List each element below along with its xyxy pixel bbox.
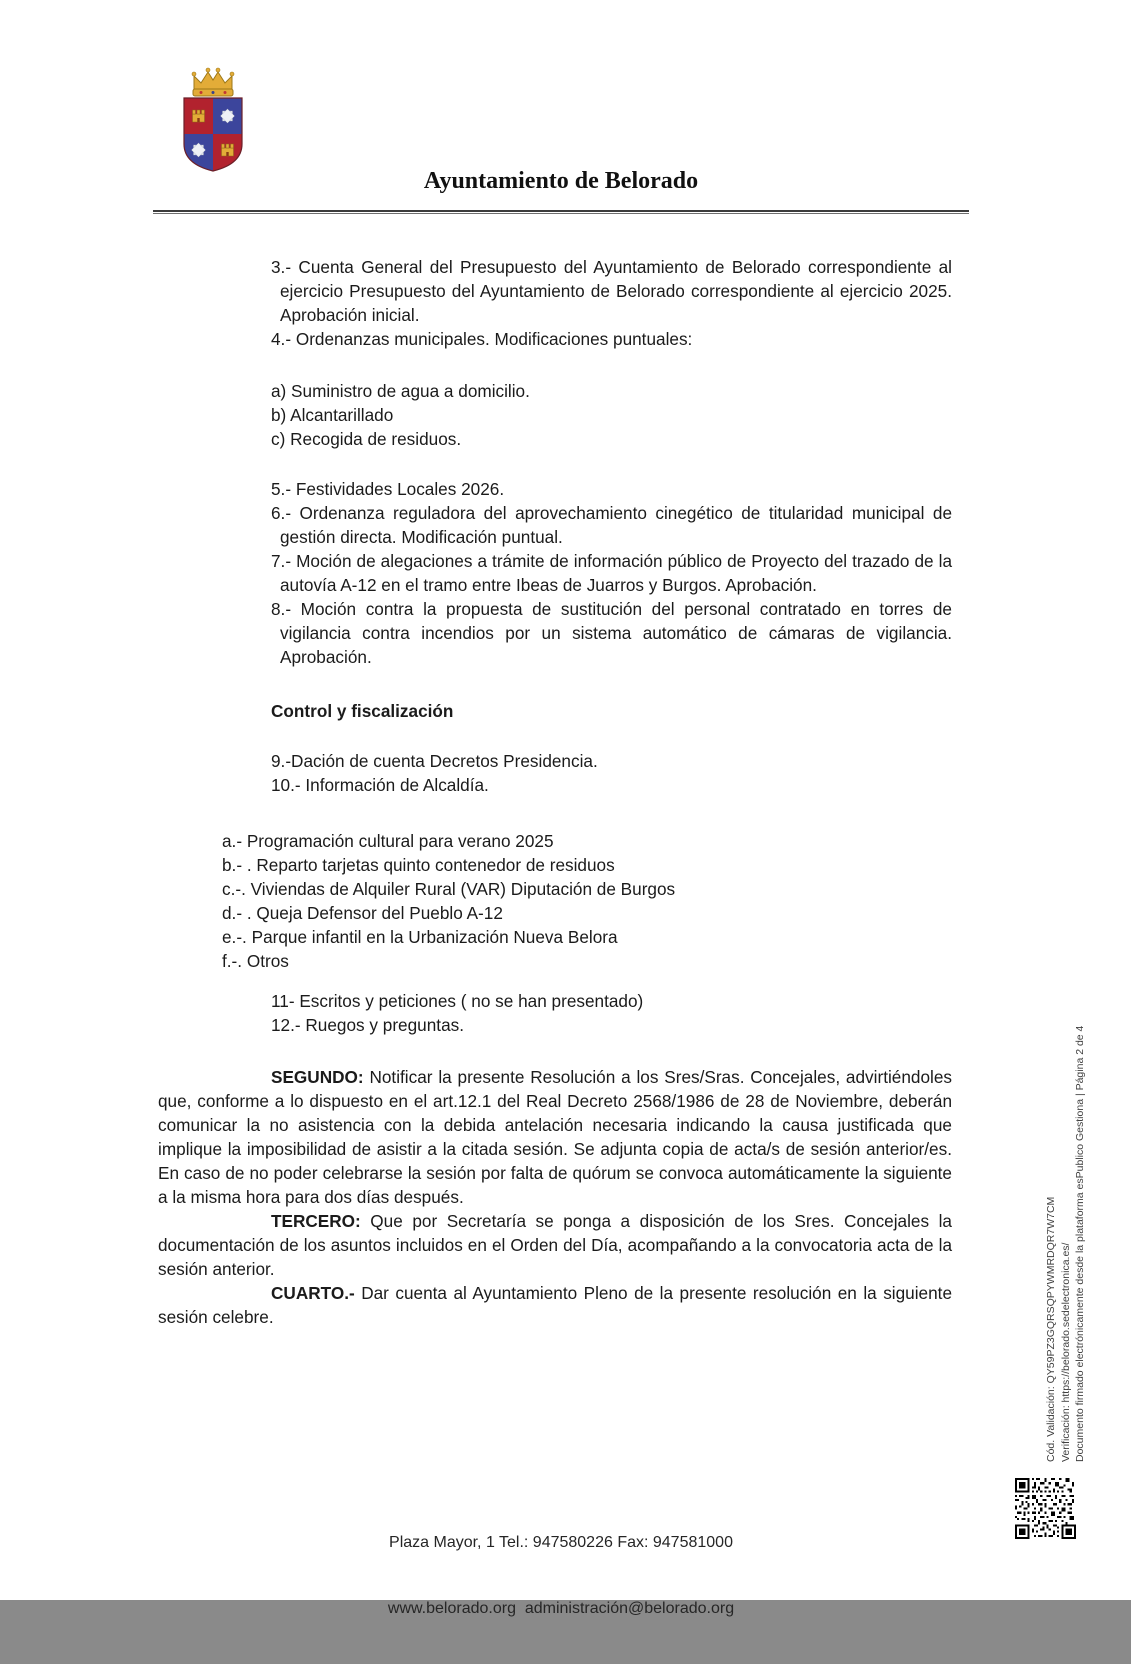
agenda-items-3-4	[158, 255, 952, 351]
agenda-item: 11- Escritos y peticiones ( no se han presentado)	[271, 991, 644, 1011]
footer-web-line: www.belorado.org administración@belorado.org	[387, 1600, 735, 1617]
paragraph-tercero-label: TERCERO:	[271, 1211, 361, 1231]
agenda-letter-item: f.-. Otros	[222, 951, 289, 971]
agenda-sub-item: a) Suministro de agua a domicilio.	[271, 381, 530, 401]
validation-sidebar-line: Verificación: https://belorado.sedelectronica.es/	[1059, 1242, 1072, 1462]
page-footer	[153, 1488, 969, 1664]
agenda-sub-item: b) Alcantarillado	[271, 405, 394, 425]
agenda-item: 5.- Festividades Locales 2026.	[271, 479, 505, 499]
agenda-item: 12.- Ruegos y preguntas.	[271, 1015, 464, 1035]
agenda-items-5-8	[158, 477, 952, 669]
validation-sidebar-line: Documento firmado electrónicamente desde la plataforma esPublico Gestiona | Página 2 de 4	[1074, 1025, 1086, 1462]
paragraph-segundo-text: Notificar la presente Resolución a los Sres/Sras. Concejales, advirtiéndoles que, conforme a lo dispuesto en el art.12.1 del Real Decreto 2568/1986 de 28 de Noviembre, deberán comunicar la no asistencia con la debida antelación necesaria indicando la causa justificada que implique la imposibilidad de asistir a la citada sesión. Se adjunta copia de acta/s de sesión anterior/es. En caso de no poder celebrarse la sesión por falta de quórum se convoca automáticamente la siguiente a la misma hora para dos días después.	[158, 1067, 952, 1207]
belorado-shield-icon	[181, 62, 245, 172]
agenda-sub-items	[158, 379, 952, 451]
paragraph-segundo-label: SEGUNDO:	[271, 1067, 364, 1087]
paragraph-tercero	[158, 1209, 952, 1281]
agenda-items-9-10	[158, 749, 952, 797]
agenda-items-11-12	[158, 989, 952, 1037]
agenda-letter-item: e.-. Parque infantil en la Urbanización Nueva Belora	[222, 927, 618, 947]
agenda-letter-items	[158, 829, 952, 973]
document-body	[158, 255, 952, 1329]
agenda-letter-item: a.- Programación cultural para verano 2025	[222, 831, 554, 851]
validation-sidebar	[1044, 942, 1088, 1462]
control-section-heading: Control y fiscalización	[271, 701, 454, 721]
agenda-letter-item: d.- . Queja Defensor del Pueblo A-12	[222, 903, 503, 923]
agenda-letter-item: c.-. Viviendas de Alquiler Rural (VAR) Diputación de Burgos	[222, 879, 676, 899]
qr-code	[1015, 1478, 1076, 1544]
footer-address-line: Plaza Mayor, 1 Tel.: 947580226 Fax: 947581000	[389, 1534, 733, 1551]
agenda-item: 8.- Moción contra la propuesta de sustitución del personal contratado en torres de vigilancia contra incendios por un sistema automático de cámaras de vigilancia. Aprobación.	[271, 599, 952, 667]
paragraph-cuarto-label: CUARTO.-	[271, 1283, 355, 1303]
agenda-item: 4.- Ordenanzas municipales. Modificaciones puntuales:	[271, 329, 693, 349]
paragraph-cuarto-text: Dar cuenta al Ayuntamiento Pleno de la presente resolución en la siguiente sesión celebre.	[158, 1283, 952, 1327]
header-rule	[153, 210, 969, 214]
qr-code-icon	[1015, 1478, 1076, 1539]
paragraph-cuarto	[158, 1281, 952, 1329]
agenda-item: 6.- Ordenanza reguladora del aprovechamiento cinegético de titularidad municipal de gestión directa. Modificación puntual.	[271, 503, 952, 547]
paragraph-tercero-text: Que por Secretaría se ponga a disposición de los Sres. Concejales la documentación de los asuntos incluidos en el Orden del Día, acompañando a la convocatoria acta de la sesión anterior.	[158, 1211, 952, 1279]
validation-sidebar-line: Cód. Validación: QY59PZ3GQRSQPYWMRDQR7W7CM	[1045, 1196, 1057, 1462]
coat-of-arms-logo	[181, 62, 245, 177]
paragraph-segundo	[158, 1065, 952, 1209]
agenda-item: 9.-Dación de cuenta Decretos Presidencia.	[271, 751, 598, 771]
agenda-letter-item: b.- . Reparto tarjetas quinto contenedor de residuos	[222, 855, 615, 875]
agenda-item: 10.- Información de Alcaldía.	[271, 775, 489, 795]
agenda-sub-item: c) Recogida de residuos.	[271, 429, 462, 449]
agenda-item: 7.- Moción de alegaciones a trámite de información público de Proyecto del trazado de la autovía A-12 en el tramo entre Ibeas de Juarros y Burgos. Aprobación.	[271, 551, 952, 595]
page-title: Ayuntamiento de Belorado	[423, 168, 699, 194]
agenda-item: 3.- Cuenta General del Presupuesto del Ayuntamiento de Belorado correspondiente al ejercicio Presupuesto del Ayuntamiento de Belorado correspondiente al ejercicio 2025. Aprobación inicial.	[271, 257, 952, 325]
